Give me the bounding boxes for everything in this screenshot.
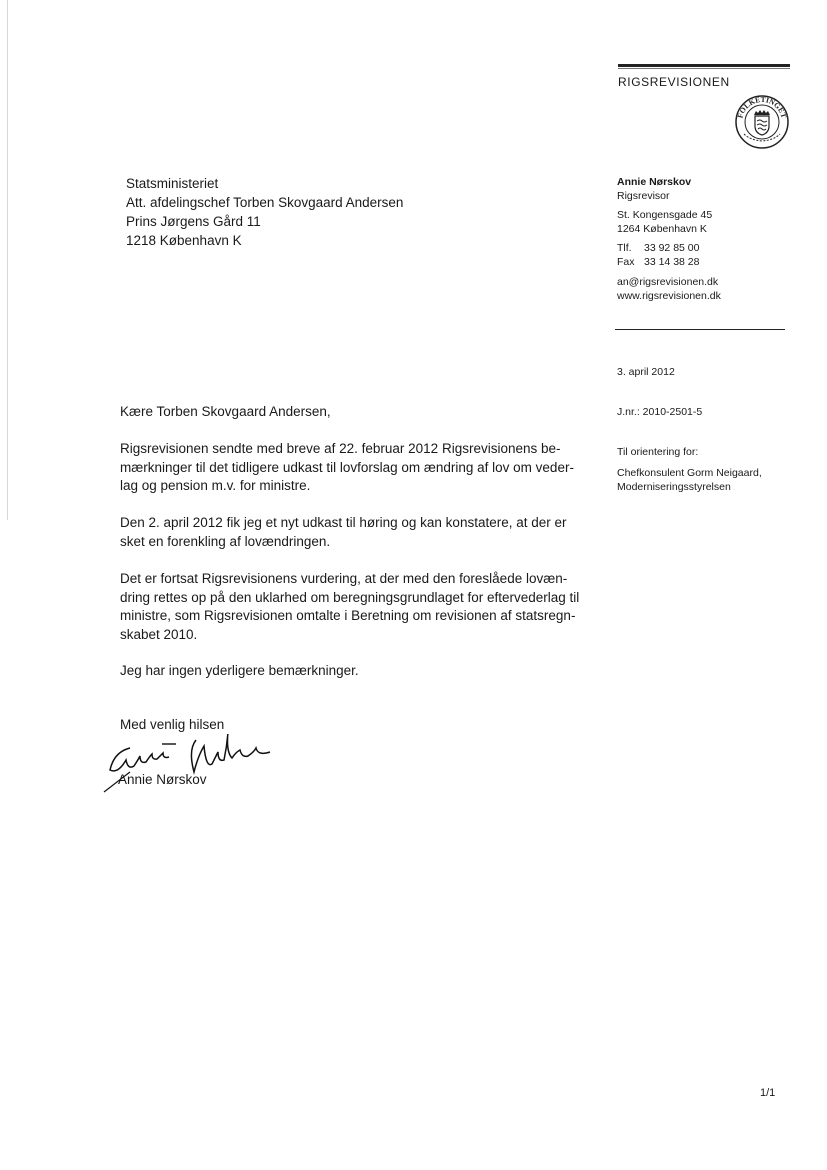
signer-name: Annie Nørskov xyxy=(118,772,207,787)
paragraph-line: mærkninger til det tidligere udkast til lovforslag om ændring af lov om veder- xyxy=(120,459,574,475)
sender-title: Rigsrevisor xyxy=(617,190,670,202)
paragraph-line: lag og pension m.v. for ministre. xyxy=(120,478,311,493)
cc-organisation: Moderniseringsstyrelsen xyxy=(617,481,731,493)
sender-website: www.rigsrevisionen.dk xyxy=(617,290,721,302)
paragraph-3 xyxy=(120,570,580,644)
fax-number: 33 14 38 28 xyxy=(644,256,700,268)
folketinget-seal-icon xyxy=(734,94,790,150)
paragraph-1 xyxy=(120,440,580,496)
greeting: Kære Torben Skovgaard Andersen, xyxy=(120,404,331,419)
recipient-line: Prins Jørgens Gård 11 xyxy=(126,214,261,229)
sender-street: St. Kongensgade 45 xyxy=(617,209,713,221)
org-name: RIGSREVISIONEN xyxy=(618,75,730,89)
closing: Med venlig hilsen xyxy=(120,717,225,732)
seal-text: FOLKETINGET xyxy=(735,94,789,120)
recipient-line: Att. afdelingschef Torben Skovgaard Andersen xyxy=(126,195,404,210)
sidebar-divider xyxy=(615,329,785,330)
sender-name: Annie Nørskov xyxy=(617,176,692,188)
sender-phone xyxy=(617,242,699,256)
recipient-line: 1218 København K xyxy=(126,233,242,248)
page-number: 1/1 xyxy=(760,1087,776,1099)
journal-number: J.nr.: 2010-2501-5 xyxy=(617,406,703,418)
sender-city: 1264 København K xyxy=(617,223,707,235)
paragraph-line: dring rettes op på den uklarhed om beregningsgrundlaget for eftervederlag til xyxy=(120,589,580,605)
letter-date: 3. april 2012 xyxy=(617,366,675,378)
cc-recipient: Chefkonsulent Gorm Neigaard, xyxy=(617,467,762,479)
paragraph-line: Det er fortsat Rigsrevisionens vurdering, at der med den foreslåede lovæn- xyxy=(120,571,568,586)
paragraph-4: Jeg har ingen yderligere bemærkninger. xyxy=(120,663,359,678)
sender-email: an@rigsrevisionen.dk xyxy=(617,276,719,288)
paragraph-2 xyxy=(120,514,580,551)
paragraph-line: Den 2. april 2012 fik jeg et nyt udkast til høring og kan konstatere, at der er xyxy=(120,515,567,530)
recipient-line: Statsministeriet xyxy=(126,176,219,191)
fax-label: Fax xyxy=(617,256,635,268)
paragraph-line: Rigsrevisionen sendte med breve af 22. februar 2012 Rigsrevisionens be- xyxy=(120,441,561,456)
header-rule xyxy=(618,64,790,67)
paragraph-line: skabet 2010. xyxy=(120,626,198,642)
phone-number: 33 92 85 00 xyxy=(644,242,700,254)
phone-label: Tlf. xyxy=(617,242,632,254)
scan-edge-line xyxy=(7,0,8,520)
header-rule-thin xyxy=(618,68,790,69)
recipient-address xyxy=(126,174,403,250)
paragraph-line: sket en forenkling af lovændringen. xyxy=(120,533,331,549)
cc-label: Til orientering for: xyxy=(617,446,699,458)
paragraph-line: ministre, som Rigsrevisionen omtalte i Beretning om revisionen af statsregn- xyxy=(120,608,576,623)
sender-fax xyxy=(617,256,699,270)
